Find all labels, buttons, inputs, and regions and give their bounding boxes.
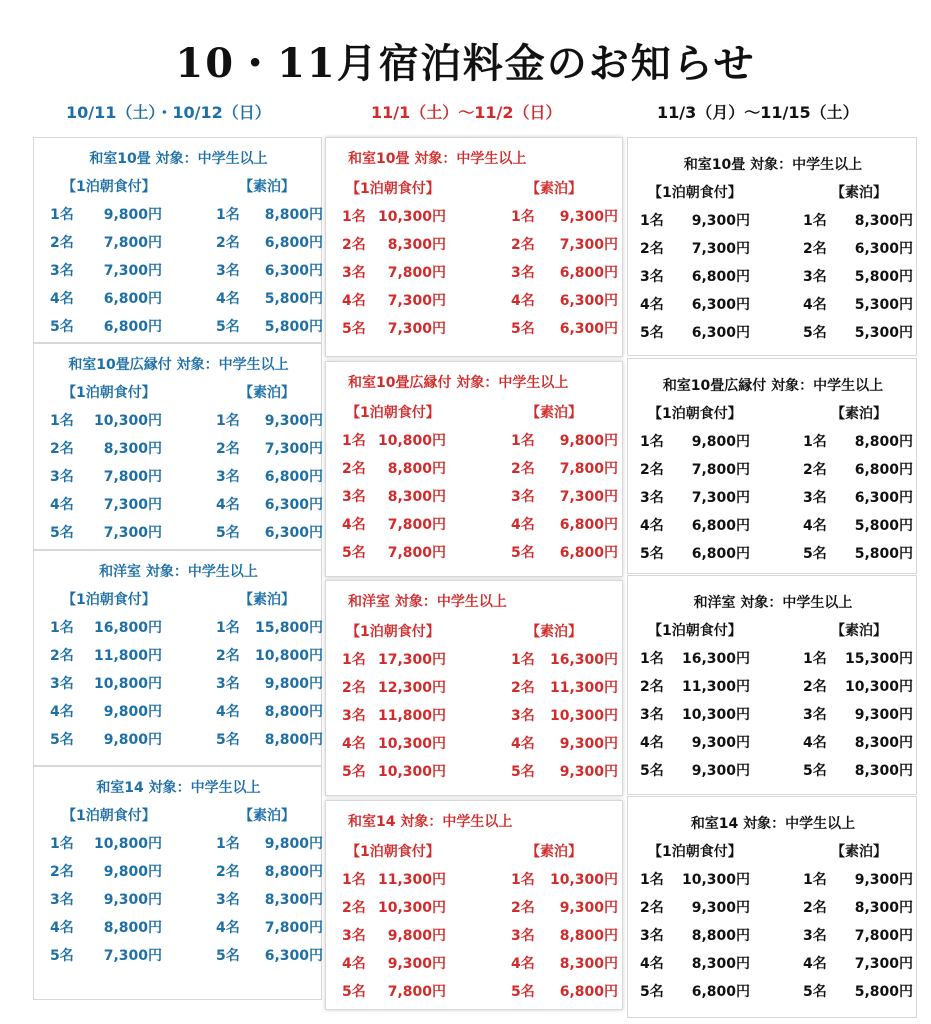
guest-count: 5名	[803, 984, 827, 1000]
guest-count: 5名	[803, 763, 827, 779]
room-only-price: 6,800円	[854, 462, 913, 478]
room-only-price: 6,800円	[559, 517, 618, 533]
guest-count: 3名	[803, 490, 827, 506]
price-card	[33, 343, 322, 550]
breakfast-price: 10,300円	[377, 736, 446, 752]
breakfast-price: 7,300円	[103, 497, 162, 513]
room-only-plan-header: 【素泊】	[526, 181, 582, 197]
room-only-plan-header: 【素泊】	[239, 808, 295, 824]
breakfast-price: 9,800円	[691, 434, 750, 450]
guest-count: 4名	[511, 736, 535, 752]
guest-count: 1名	[511, 433, 535, 449]
guest-count: 2名	[216, 648, 240, 664]
room-only-price: 8,300円	[854, 763, 913, 779]
price-card	[627, 358, 917, 574]
breakfast-price: 6,800円	[103, 319, 162, 335]
breakfast-price: 8,800円	[103, 920, 162, 936]
breakfast-price: 11,300円	[377, 872, 446, 888]
guest-count: 2名	[342, 900, 366, 916]
room-title: 和室10畳広縁付 対象：中学生以上	[68, 357, 289, 373]
room-only-price: 6,300円	[854, 241, 913, 257]
room-title: 和室10畳広縁付 対象：中学生以上	[348, 375, 569, 391]
room-only-price: 7,300円	[264, 441, 323, 457]
guest-count: 5名	[640, 546, 664, 562]
room-only-price: 5,800円	[854, 984, 913, 1000]
guest-count: 3名	[511, 265, 535, 281]
guest-count: 4名	[216, 291, 240, 307]
room-only-price: 9,300円	[559, 209, 618, 225]
guest-count: 5名	[511, 545, 535, 561]
guest-count: 1名	[640, 213, 664, 229]
guest-count: 1名	[511, 872, 535, 888]
breakfast-price: 7,300円	[103, 948, 162, 964]
room-only-price: 5,800円	[854, 269, 913, 285]
guest-count: 2名	[342, 680, 366, 696]
room-only-plan-header: 【素泊】	[239, 385, 295, 401]
breakfast-price: 9,300円	[691, 735, 750, 751]
guest-count: 1名	[342, 652, 366, 668]
guest-count: 3名	[50, 676, 74, 692]
guest-count: 1名	[342, 872, 366, 888]
room-only-price: 6,300円	[264, 948, 323, 964]
breakfast-plan-header: 【1泊朝食付】	[62, 385, 156, 401]
room-only-price: 5,800円	[854, 546, 913, 562]
guest-count: 1名	[640, 872, 664, 888]
room-only-price: 8,300円	[854, 213, 913, 229]
guest-count: 5名	[50, 948, 74, 964]
breakfast-price: 8,300円	[691, 956, 750, 972]
room-only-price: 6,800円	[559, 545, 618, 561]
guest-count: 4名	[50, 704, 74, 720]
breakfast-price: 8,800円	[387, 461, 446, 477]
breakfast-price: 9,800円	[103, 864, 162, 880]
breakfast-price: 9,800円	[103, 207, 162, 223]
period-label-3: 11/3（月）～11/15（土）	[657, 103, 859, 122]
guest-count: 4名	[342, 517, 366, 533]
breakfast-price: 8,300円	[387, 489, 446, 505]
guest-count: 5名	[216, 732, 240, 748]
room-only-price: 8,300円	[559, 956, 618, 972]
guest-count: 4名	[511, 517, 535, 533]
room-title: 和洋室 対象：中学生以上	[99, 564, 258, 580]
guest-count: 2名	[511, 680, 535, 696]
breakfast-price: 7,800円	[387, 265, 446, 281]
room-only-price: 8,300円	[854, 735, 913, 751]
breakfast-plan-header: 【1泊朝食付】	[648, 844, 742, 860]
price-card	[33, 766, 322, 1000]
room-only-plan-header: 【素泊】	[831, 185, 887, 201]
guest-count: 3名	[50, 263, 74, 279]
guest-count: 4名	[216, 497, 240, 513]
guest-count: 1名	[216, 620, 240, 636]
price-card	[325, 580, 623, 796]
room-only-price: 8,800円	[264, 732, 323, 748]
breakfast-price: 6,800円	[691, 518, 750, 534]
guest-count: 5名	[640, 984, 664, 1000]
guest-count: 2名	[640, 241, 664, 257]
room-title: 和室10畳 対象：中学生以上	[683, 157, 863, 173]
guest-count: 5名	[342, 764, 366, 780]
price-card	[325, 361, 623, 577]
guest-count: 2名	[216, 864, 240, 880]
guest-count: 1名	[50, 620, 74, 636]
breakfast-price: 9,300円	[691, 763, 750, 779]
breakfast-price: 7,300円	[103, 263, 162, 279]
breakfast-price: 9,800円	[103, 704, 162, 720]
guest-count: 2名	[216, 235, 240, 251]
price-card	[627, 575, 917, 795]
room-only-price: 8,800円	[264, 864, 323, 880]
guest-count: 5名	[50, 525, 74, 541]
breakfast-price: 16,800円	[93, 620, 162, 636]
guest-count: 3名	[511, 489, 535, 505]
guest-count: 5名	[511, 984, 535, 1000]
guest-count: 2名	[511, 900, 535, 916]
room-only-price: 9,300円	[264, 413, 323, 429]
room-title: 和室10畳 対象：中学生以上	[348, 151, 527, 167]
guest-count: 1名	[511, 652, 535, 668]
breakfast-plan-header: 【1泊朝食付】	[346, 844, 440, 860]
breakfast-price: 7,800円	[387, 984, 446, 1000]
breakfast-price: 6,800円	[691, 546, 750, 562]
guest-count: 5名	[216, 319, 240, 335]
guest-count: 3名	[216, 892, 240, 908]
breakfast-price: 17,300円	[377, 652, 446, 668]
guest-count: 3名	[216, 263, 240, 279]
guest-count: 4名	[803, 735, 827, 751]
guest-count: 3名	[342, 708, 366, 724]
room-only-plan-header: 【素泊】	[526, 624, 582, 640]
guest-count: 1名	[216, 836, 240, 852]
room-only-price: 6,300円	[264, 497, 323, 513]
guest-count: 5名	[50, 319, 74, 335]
guest-count: 2名	[50, 648, 74, 664]
room-only-price: 6,300円	[264, 525, 323, 541]
breakfast-price: 6,300円	[691, 325, 750, 341]
breakfast-price: 10,300円	[681, 872, 750, 888]
guest-count: 1名	[640, 434, 664, 450]
room-title: 和室14 対象：中学生以上	[348, 814, 513, 830]
room-only-price: 7,300円	[559, 489, 618, 505]
room-only-price: 7,800円	[559, 461, 618, 477]
guest-count: 3名	[342, 265, 366, 281]
guest-count: 5名	[50, 732, 74, 748]
room-only-price: 6,300円	[854, 490, 913, 506]
breakfast-price: 8,300円	[103, 441, 162, 457]
room-only-price: 9,300円	[559, 764, 618, 780]
breakfast-price: 6,800円	[691, 269, 750, 285]
guest-count: 2名	[511, 461, 535, 477]
breakfast-plan-header: 【1泊朝食付】	[346, 624, 440, 640]
room-only-price: 10,800円	[254, 648, 323, 664]
room-only-plan-header: 【素泊】	[526, 844, 582, 860]
room-title: 和洋室 対象：中学生以上	[348, 594, 507, 610]
room-only-price: 8,300円	[854, 900, 913, 916]
guest-count: 5名	[342, 984, 366, 1000]
breakfast-price: 9,300円	[691, 213, 750, 229]
room-only-price: 9,300円	[854, 872, 913, 888]
guest-count: 5名	[216, 948, 240, 964]
guest-count: 4名	[640, 518, 664, 534]
guest-count: 2名	[803, 241, 827, 257]
guest-count: 1名	[640, 651, 664, 667]
room-only-price: 6,800円	[264, 235, 323, 251]
breakfast-price: 10,800円	[93, 836, 162, 852]
guest-count: 3名	[640, 928, 664, 944]
room-only-price: 5,800円	[264, 291, 323, 307]
breakfast-price: 7,800円	[103, 469, 162, 485]
price-card	[325, 137, 623, 357]
room-only-price: 7,800円	[854, 928, 913, 944]
guest-count: 1名	[216, 413, 240, 429]
room-only-price: 7,300円	[854, 956, 913, 972]
room-only-price: 6,300円	[264, 263, 323, 279]
breakfast-plan-header: 【1泊朝食付】	[62, 808, 156, 824]
room-only-price: 7,800円	[264, 920, 323, 936]
breakfast-price: 10,300円	[93, 413, 162, 429]
breakfast-price: 11,800円	[377, 708, 446, 724]
guest-count: 1名	[803, 651, 827, 667]
guest-count: 1名	[803, 872, 827, 888]
guest-count: 5名	[803, 325, 827, 341]
guest-count: 3名	[342, 928, 366, 944]
room-only-price: 15,800円	[254, 620, 323, 636]
guest-count: 4名	[803, 297, 827, 313]
room-only-plan-header: 【素泊】	[831, 406, 887, 422]
guest-count: 1名	[50, 413, 74, 429]
guest-count: 4名	[803, 518, 827, 534]
guest-count: 2名	[803, 900, 827, 916]
breakfast-price: 10,300円	[377, 764, 446, 780]
breakfast-price: 7,800円	[103, 235, 162, 251]
room-only-price: 5,800円	[264, 319, 323, 335]
room-only-price: 9,800円	[264, 676, 323, 692]
price-card	[33, 137, 322, 343]
guest-count: 4名	[511, 956, 535, 972]
guest-count: 1名	[50, 207, 74, 223]
guest-count: 3名	[50, 469, 74, 485]
breakfast-price: 10,300円	[377, 209, 446, 225]
room-only-price: 8,800円	[264, 704, 323, 720]
guest-count: 3名	[50, 892, 74, 908]
guest-count: 4名	[803, 956, 827, 972]
period-label-2: 11/1（土）～11/2（日）	[371, 103, 562, 122]
page-title: 10・11月宿泊料金のお知らせ	[175, 40, 756, 87]
breakfast-price: 8,300円	[387, 237, 446, 253]
room-only-price: 9,300円	[854, 707, 913, 723]
guest-count: 3名	[640, 269, 664, 285]
room-only-price: 5,300円	[854, 297, 913, 313]
guest-count: 3名	[216, 469, 240, 485]
room-only-price: 8,300円	[264, 892, 323, 908]
breakfast-price: 11,300円	[681, 679, 750, 695]
breakfast-price: 10,800円	[377, 433, 446, 449]
guest-count: 5名	[640, 325, 664, 341]
breakfast-price: 7,300円	[387, 293, 446, 309]
breakfast-price: 9,300円	[387, 956, 446, 972]
room-title: 和洋室 対象：中学生以上	[693, 595, 853, 611]
room-title: 和室14 対象：中学生以上	[96, 780, 261, 796]
guest-count: 2名	[640, 679, 664, 695]
guest-count: 4名	[50, 497, 74, 513]
breakfast-price: 10,300円	[681, 707, 750, 723]
breakfast-plan-header: 【1泊朝食付】	[648, 623, 742, 639]
room-only-price: 9,300円	[559, 900, 618, 916]
room-title: 和室14 対象：中学生以上	[690, 816, 856, 832]
room-only-price: 8,800円	[559, 928, 618, 944]
room-only-price: 9,800円	[559, 433, 618, 449]
room-only-price: 9,800円	[264, 836, 323, 852]
breakfast-price: 16,300円	[681, 651, 750, 667]
guest-count: 4名	[342, 293, 366, 309]
room-only-price: 6,800円	[559, 984, 618, 1000]
guest-count: 4名	[50, 920, 74, 936]
period-label-1: 10/11（土）・10/12（日）	[66, 103, 271, 122]
guest-count: 4名	[342, 736, 366, 752]
breakfast-price: 6,300円	[691, 297, 750, 313]
breakfast-price: 7,300円	[103, 525, 162, 541]
room-only-price: 7,300円	[559, 237, 618, 253]
guest-count: 4名	[640, 956, 664, 972]
breakfast-price: 7,300円	[387, 321, 446, 337]
breakfast-price: 9,800円	[103, 732, 162, 748]
guest-count: 4名	[511, 293, 535, 309]
guest-count: 3名	[216, 676, 240, 692]
room-only-price: 6,800円	[559, 265, 618, 281]
guest-count: 4名	[342, 956, 366, 972]
breakfast-price: 10,800円	[93, 676, 162, 692]
breakfast-plan-header: 【1泊朝食付】	[648, 406, 742, 422]
guest-count: 2名	[342, 237, 366, 253]
guest-count: 2名	[50, 235, 74, 251]
breakfast-price: 6,800円	[691, 984, 750, 1000]
breakfast-plan-header: 【1泊朝食付】	[346, 181, 440, 197]
guest-count: 2名	[511, 237, 535, 253]
breakfast-price: 11,800円	[93, 648, 162, 664]
guest-count: 4名	[640, 297, 664, 313]
breakfast-price: 9,800円	[387, 928, 446, 944]
room-only-plan-header: 【素泊】	[239, 179, 295, 195]
breakfast-price: 6,800円	[103, 291, 162, 307]
room-only-price: 10,300円	[844, 679, 913, 695]
room-only-price: 5,800円	[854, 518, 913, 534]
room-only-price: 8,800円	[854, 434, 913, 450]
guest-count: 3名	[640, 490, 664, 506]
room-only-price: 16,300円	[549, 652, 618, 668]
guest-count: 3名	[342, 489, 366, 505]
guest-count: 5名	[216, 525, 240, 541]
guest-count: 2名	[216, 441, 240, 457]
breakfast-price: 9,300円	[103, 892, 162, 908]
guest-count: 5名	[342, 545, 366, 561]
guest-count: 3名	[511, 708, 535, 724]
room-only-price: 15,300円	[844, 651, 913, 667]
breakfast-price: 7,800円	[387, 517, 446, 533]
room-only-price: 6,800円	[264, 469, 323, 485]
guest-count: 5名	[640, 763, 664, 779]
breakfast-price: 12,300円	[377, 680, 446, 696]
guest-count: 1名	[216, 207, 240, 223]
guest-count: 2名	[640, 900, 664, 916]
guest-count: 1名	[50, 836, 74, 852]
room-title: 和室10畳広縁付 対象：中学生以上	[662, 378, 884, 394]
guest-count: 3名	[803, 707, 827, 723]
guest-count: 3名	[640, 707, 664, 723]
guest-count: 1名	[511, 209, 535, 225]
guest-count: 1名	[803, 213, 827, 229]
breakfast-price: 10,300円	[377, 900, 446, 916]
room-only-plan-header: 【素泊】	[239, 592, 295, 608]
guest-count: 2名	[50, 864, 74, 880]
guest-count: 1名	[803, 434, 827, 450]
guest-count: 4名	[216, 920, 240, 936]
room-only-price: 10,300円	[549, 872, 618, 888]
room-only-price: 8,800円	[264, 207, 323, 223]
room-only-price: 5,300円	[854, 325, 913, 341]
guest-count: 2名	[803, 462, 827, 478]
guest-count: 3名	[511, 928, 535, 944]
room-only-plan-header: 【素泊】	[831, 623, 887, 639]
room-only-plan-header: 【素泊】	[831, 844, 887, 860]
room-only-price: 9,300円	[559, 736, 618, 752]
breakfast-price: 7,800円	[387, 545, 446, 561]
breakfast-price: 7,300円	[691, 241, 750, 257]
price-card	[33, 550, 322, 766]
guest-count: 5名	[511, 321, 535, 337]
price-card	[325, 800, 623, 1010]
room-only-price: 11,300円	[549, 680, 618, 696]
guest-count: 1名	[342, 209, 366, 225]
guest-count: 3名	[803, 269, 827, 285]
breakfast-price: 7,300円	[691, 490, 750, 506]
room-only-price: 6,300円	[559, 321, 618, 337]
breakfast-price: 9,300円	[691, 900, 750, 916]
room-only-price: 6,300円	[559, 293, 618, 309]
price-card	[627, 137, 917, 356]
guest-count: 2名	[342, 461, 366, 477]
room-only-price: 10,300円	[549, 708, 618, 724]
room-title: 和室10畳 対象：中学生以上	[89, 151, 268, 167]
guest-count: 5名	[342, 321, 366, 337]
guest-count: 5名	[511, 764, 535, 780]
price-card	[627, 796, 917, 1018]
guest-count: 4名	[50, 291, 74, 307]
breakfast-plan-header: 【1泊朝食付】	[62, 179, 156, 195]
guest-count: 5名	[803, 546, 827, 562]
breakfast-plan-header: 【1泊朝食付】	[648, 185, 742, 201]
breakfast-price: 7,800円	[691, 462, 750, 478]
room-only-plan-header: 【素泊】	[526, 405, 582, 421]
guest-count: 3名	[803, 928, 827, 944]
guest-count: 4名	[640, 735, 664, 751]
breakfast-plan-header: 【1泊朝食付】	[346, 405, 440, 421]
guest-count: 1名	[342, 433, 366, 449]
guest-count: 2名	[50, 441, 74, 457]
guest-count: 2名	[640, 462, 664, 478]
guest-count: 4名	[216, 704, 240, 720]
breakfast-plan-header: 【1泊朝食付】	[62, 592, 156, 608]
breakfast-price: 8,800円	[691, 928, 750, 944]
guest-count: 2名	[803, 679, 827, 695]
